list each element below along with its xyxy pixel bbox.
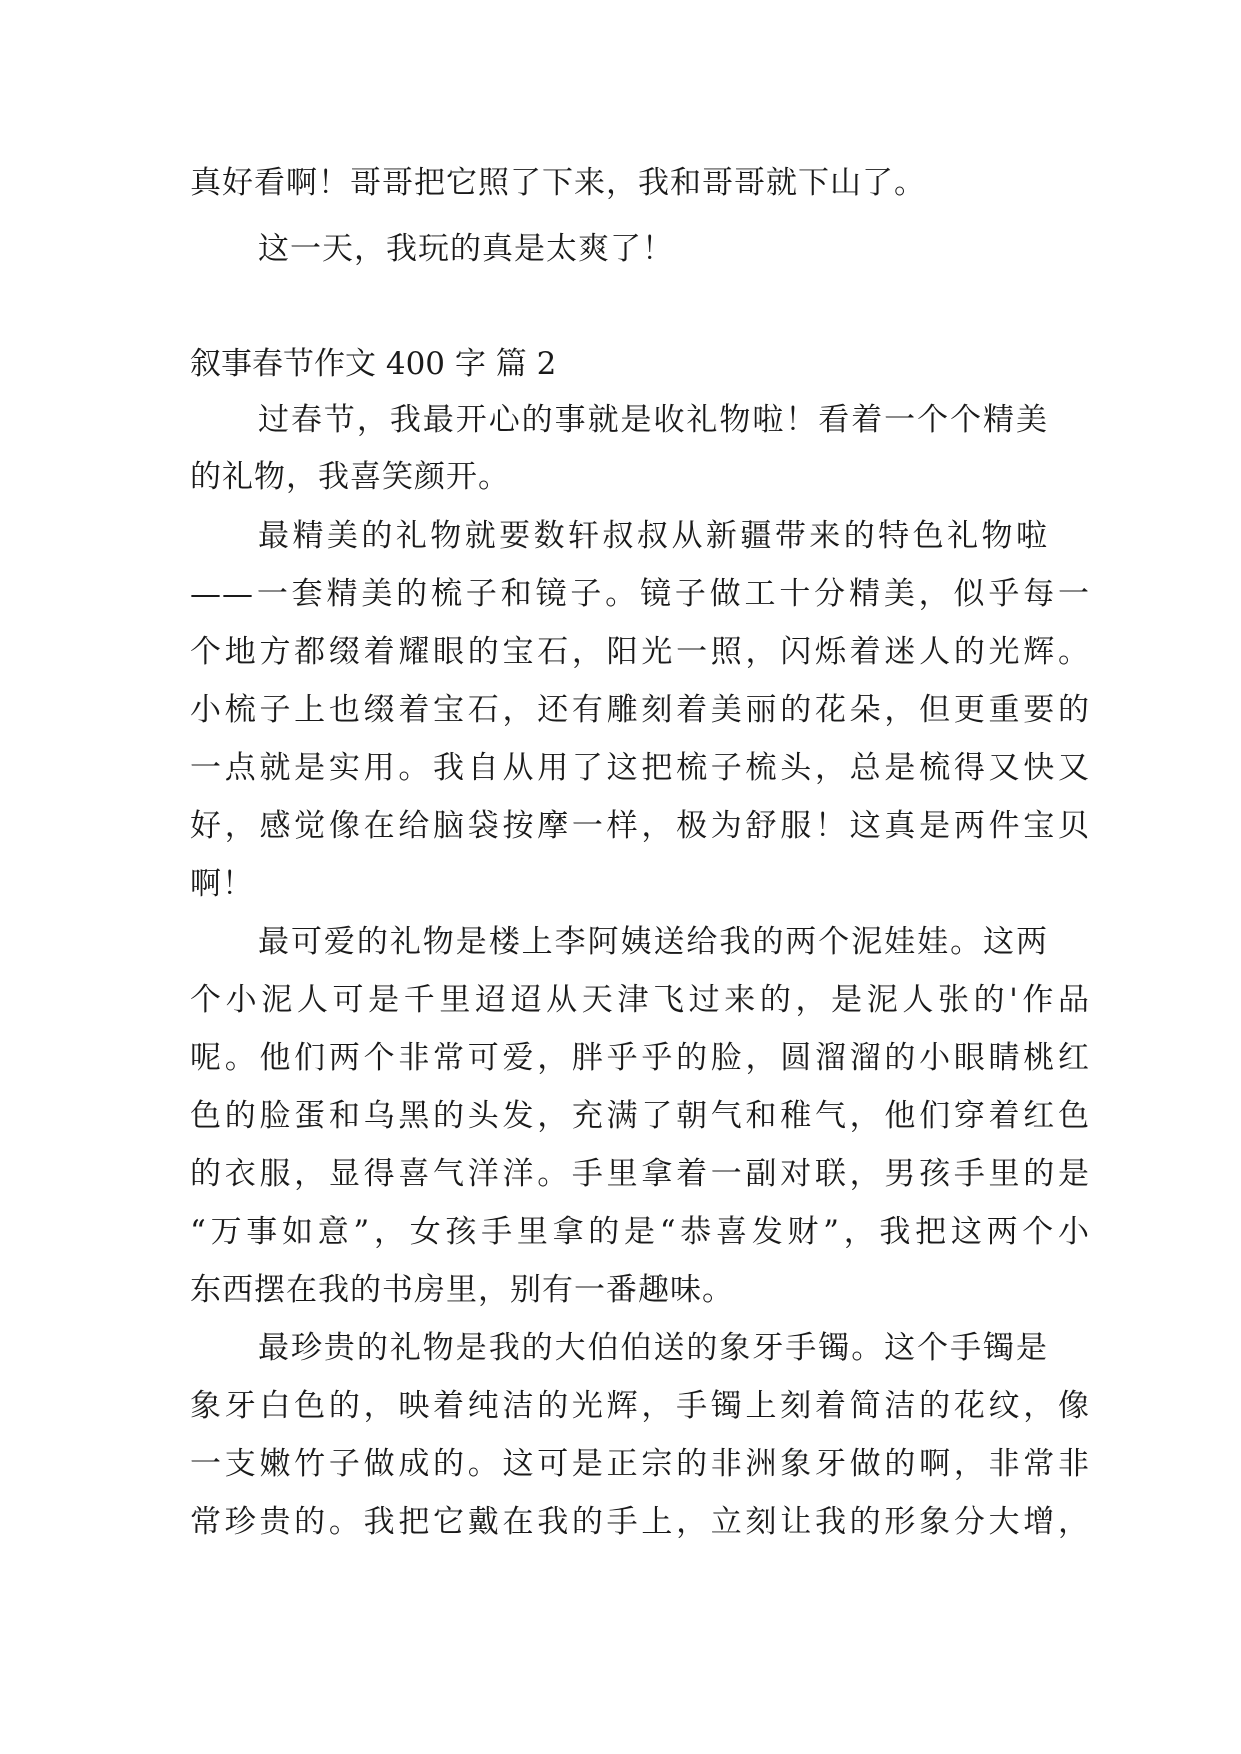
- text-line: 个小泥人可是千里迢迢从天津飞过来的，是泥人张的'作品: [190, 982, 1090, 1018]
- text-line: 啊！: [190, 866, 254, 902]
- text-line: 的衣服，显得喜气洋洋。手里拿着一副对联，男孩手里的是: [190, 1156, 1090, 1192]
- text-line: 一点就是实用。我自从用了这把梳子梳头，总是梳得又快又: [190, 750, 1090, 786]
- text-line: 小梳子上也缀着宝石，还有雕刻着美丽的花朵，但更重要的: [190, 692, 1090, 728]
- text-line: 呢。他们两个非常可爱，胖乎乎的脸，圆溜溜的小眼睛桃红: [190, 1040, 1090, 1076]
- text-line: 象牙白色的，映着纯洁的光辉，手镯上刻着简洁的花纹，像: [190, 1388, 1090, 1424]
- text-line: 的礼物，我喜笑颜开。: [190, 459, 510, 495]
- text-line: 色的脸蛋和乌黑的头发，充满了朝气和稚气，他们穿着红色: [190, 1098, 1090, 1134]
- text-line: 一支嫩竹子做成的。这可是正宗的非洲象牙做的啊，非常非: [190, 1446, 1090, 1482]
- text-line: 个地方都缀着耀眼的宝石，阳光一照，闪烁着迷人的光辉。: [190, 634, 1090, 670]
- text-line: 真好看啊！哥哥把它照了下来，我和哥哥就下山了。: [190, 165, 926, 201]
- text-line: “万事如意”，女孩手里拿的是“恭喜发财”，我把这两个小: [190, 1214, 1090, 1250]
- text-line: 最可爱的礼物是楼上李阿姨送给我的两个泥娃娃。这两: [258, 924, 1048, 960]
- section-heading: 叙事春节作文 400 字 篇 2: [190, 346, 557, 382]
- text-line: 常珍贵的。我把它戴在我的手上，立刻让我的形象分大增，: [190, 1504, 1090, 1540]
- text-line: 东西摆在我的书房里，别有一番趣味。: [190, 1272, 734, 1308]
- text-line: ——一套精美的梳子和镜子。镜子做工十分精美，似乎每一: [190, 576, 1090, 612]
- text-line: 这一天，我玩的真是太爽了！: [258, 231, 674, 267]
- text-line: 最珍贵的礼物是我的大伯伯送的象牙手镯。这个手镯是: [258, 1330, 1048, 1366]
- text-line: 过春节，我最开心的事就是收礼物啦！看着一个个精美: [258, 402, 1048, 438]
- text-line: 好，感觉像在给脑袋按摩一样，极为舒服！这真是两件宝贝: [190, 808, 1090, 844]
- text-line: 最精美的礼物就要数轩叔叔从新疆带来的特色礼物啦: [258, 518, 1048, 554]
